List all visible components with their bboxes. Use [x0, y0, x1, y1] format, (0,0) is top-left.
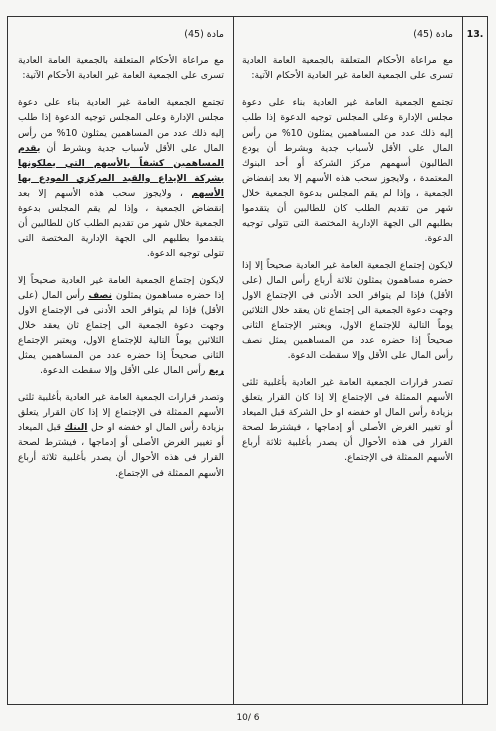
highlighted-text: البنك — [64, 422, 88, 434]
row-number: 13. — [466, 29, 484, 40]
article-paragraph-4: وتصدر قرارات الجمعية العامة غير العادية بأغلبية ثلثى الأسهم الممثلة فى الإجتماع إلا إذا كان القرار يتعلق بزيادة رأس المال او خفضه او حل البنك قبل الميعاد أو تغيير الغرض الأصلى أو إدماجها ، فيشترط لصحة القرار فى هذه الأحوال أن يصدر بأغلبية ثلاثة أرباع الأسهم الممثلة فى الإجتماع. — [18, 392, 224, 479]
article-paragraph-1: مع مراعاة الأحكام المتعلقة بالجمعية العامة العادية تسرى على الجمعية العامة غير العادية الأحكام الآتية: — [242, 55, 453, 82]
article-title: مادة (45) — [184, 29, 224, 40]
article-paragraph-2: تجتمع الجمعية العامة غير العادية بناء على دعوة مجلس الإدارة وعلى المجلس توجيه الدعوة إذا طلب إليه ذلك عدد من المساهمين يمثلون 10% من رأس المال على الأقل لأسباب جدية وبشرط أن يودع الطالبون أسهمهم مركز الشركة أو أحد البنوك المعتمدة ، ولايجوز سحب هذه الأسهم إلا بعد إنفضاض الجمعية ، وإذا لم يقم المجلس بدعوة الجمعية خلال شهر من تقديم الطلب كان للطالبين أن يتقدموا بطلبهم الى الجهة الإدارية المختصة التى تتولى توجيه الدعوة. — [242, 97, 453, 244]
article-paragraph-3: لايكون إجتماع الجمعية العامة غير العادية صحيحاً إلا إذا حضره مساهمون يمثلون ثلاثة أرباع رأس المال (على الأقل) فإذا لم يتوافر الحد الأدنى فى الإجتماع الاول وجهت دعوة الجمعية الى إجتماع ثان يعقد خلال الثلاثين يوماً التالية للإجتماع الاول، ويعتبر الإجتماع الثانى صحيحاً إذا حضره عدد من المساهمين يمثل نصف رأس المال على الأقل وإلا سقطت الدعوة. — [242, 259, 453, 362]
article-paragraph-3: لايكون إجتماع الجمعية العامة غير العادية صحيحاً إلا إذا حضره مساهمون يمثلون نصف رأس المال (على الأقل) فإذا لم يتوافر الحد الأدنى فى الإجتماع الاول وجهت دعوة الجمعية الى إجتماع ثان يعقد خلال الثلاثين يوماً التالية للإجتماع الاول، ويعتبر الإجتماع الثانى صحيحاً إذا حضره عدد من المساهمين يمثل ربع رأس المال على الأقل وإلا سقطت الدعوة. — [18, 274, 224, 377]
article-paragraph-4: تصدر قرارات الجمعية العامة غير العادية بأغلبية ثلثى الأسهم الممثلة فى الإجتماع إلا إذا كان القرار يتعلق بزيادة رأس المال او خفضه او حل الشركة قبل الميعاد أو تغيير الغرض الأصلى أو إدماجها ، فيشترط لصحة القرار فى هذه الأحوال أن يصدر بأغلبية ثلاثة أرباع الأسهم الممثلة فى الإجتماع. — [242, 377, 453, 464]
article-paragraph-2: تجتمع الجمعية العامة غير العادية بناء على دعوة مجلس الإدارة وعلى المجلس توجيه الدعوة إذا طلب إليه ذلك عدد من المساهمين يمثلون 10% من رأس المال على الأقل لأسباب جدية وبشرط أن يقدم المساهمين كشفاً بالأسهم التي يملكونها بشركة الإيداع والقيد المركزي المودع بها الأسهم ، ولايجوز سحب هذه الأسهم إلا بعد إنقضاض الجمعية ، وإذا لم يقم المجلس بدعوة الجمعية خلال شهر من تقديم الطلب كان للطالبين أن يتقدموا بطلبهم الى الجهة الإدارية المختصة التى تتولى توجيه الدعوة. — [18, 97, 224, 259]
article-paragraph-1: مع مراعاة الأحكام المتعلقة بالجمعية العامة العادية تسرى على الجمعية العامة غير العادية الأحكام الآتية: — [18, 55, 224, 82]
highlighted-text: يقدم المساهمين كشفاً بالأسهم التي يملكونها بشركة الإيداع والقيد المركزي المودع بها الأسهم — [18, 142, 224, 199]
highlighted-text: ربع — [208, 365, 224, 377]
articles-table — [7, 16, 488, 705]
page-number: 10/ 6 — [236, 713, 260, 723]
article-title: مادة (45) — [413, 29, 453, 40]
amended-article-column — [8, 17, 233, 704]
highlighted-text: نصف — [88, 290, 113, 301]
original-article-column — [233, 17, 463, 704]
